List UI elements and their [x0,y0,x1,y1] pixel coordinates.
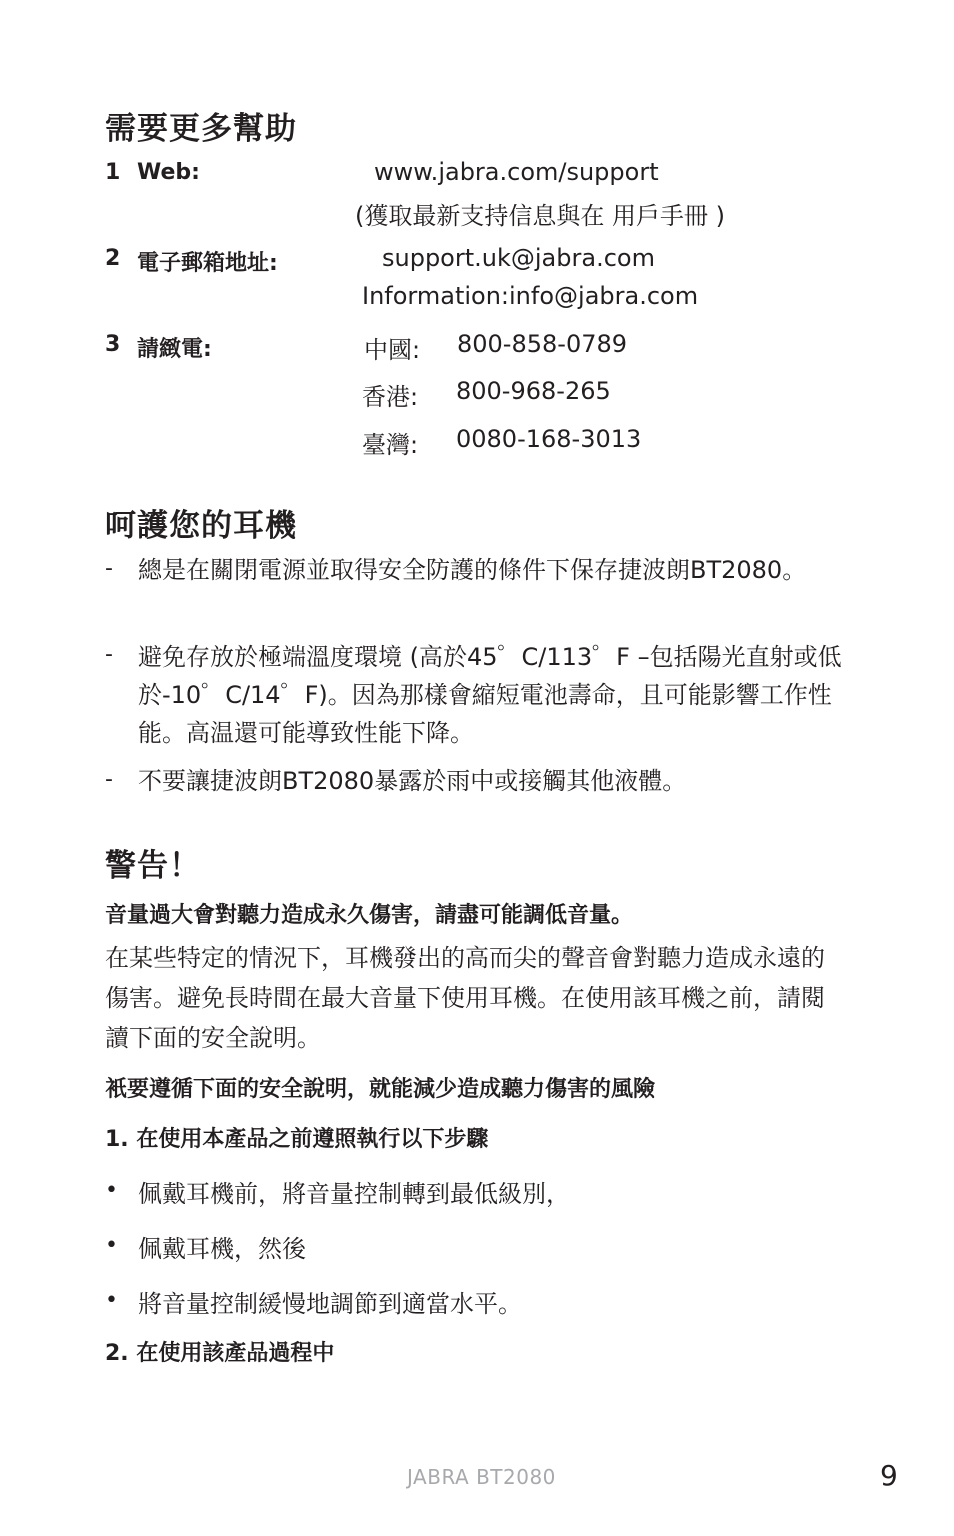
step-1-bullet-1: 佩戴耳機前，將音量控制轉到最低級別， [138,1180,570,1208]
help-item-2-label: 電子郵箱地址: [137,251,278,276]
care-item-1: 總是在關閉電源並取得安全防護的條件下保存捷波朗BT2080。 [138,556,807,584]
info-email-link[interactable]: Information:info@jabra.com [362,282,699,310]
step-2-heading: 2. 在使用該產品過程中 [105,1341,335,1366]
bullet-dot-2: • [105,1233,118,1258]
care-item-3: 不要讓捷波朗BT2080暴露於雨中或接觸其他液體。 [138,767,687,795]
safety-subheading: 衹要遵循下面的安全說明，就能減少造成聽力傷害的風險 [105,1077,656,1102]
care-dash-1: - [105,556,113,581]
step-1-bullet-2: 佩戴耳機，然後 [138,1235,306,1263]
step-1-heading: 1. 在使用本產品之前遵照執行以下步驟 [105,1127,489,1152]
bullet-dot-3: • [105,1288,118,1313]
phone-region-china: 中國: [364,336,421,364]
warning-paragraph: 在某些特定的情況下，耳機發出的高而尖的聲音會對聽力造成永遠的傷害。避免長時間在最大音量下使用耳機。在使用該耳機之前，請閱讀下面的安全說明。 [105,944,825,1052]
phone-number-hongkong: 800-968-265 [456,377,611,405]
bullet-dot-1: • [105,1178,118,1203]
phone-number-taiwan: 0080-168-3013 [456,425,642,453]
web-url-link[interactable]: www.jabra.com/support [374,158,659,186]
help-heading: 需要更多幫助 [105,111,297,147]
care-dash-2: - [105,642,113,667]
help-item-1-number: 1 [105,160,121,185]
page-number: 9 [880,1459,898,1492]
footer-brand: JABRA BT2080 [407,1465,556,1489]
care-dash-3: - [105,767,113,792]
warning-heading: 警告！ [105,848,201,884]
help-item-1-label: Web: [137,160,200,185]
care-heading: 呵護您的耳機 [105,508,297,544]
step-1-bullet-3: 將音量控制緩慢地調節到適當水平。 [138,1290,522,1318]
support-email-link[interactable]: support.uk@jabra.com [382,244,655,272]
warning-subheading: 音量過大會對聽力造成永久傷害，請盡可能調低音量。 [105,903,634,928]
web-url-note: (獲取最新支持信息與在 用戶手冊 ) [355,202,725,230]
phone-region-taiwan: 臺灣: [362,431,419,459]
help-item-2-number: 2 [105,246,121,271]
phone-number-china: 800-858-0789 [457,330,628,358]
help-item-3-label: 請緻電: [137,337,212,362]
phone-region-hongkong: 香港: [362,383,419,411]
care-item-2: 避免存放於極端溫度環境 (高於45゜C/113゜F –包括陽光直射或低於-10゜C/14゜F)。因為那樣會縮短電池壽命，且可能影響工作性能。高温還可能導致性能下降。 [138,643,842,747]
help-item-3-number: 3 [105,332,121,357]
